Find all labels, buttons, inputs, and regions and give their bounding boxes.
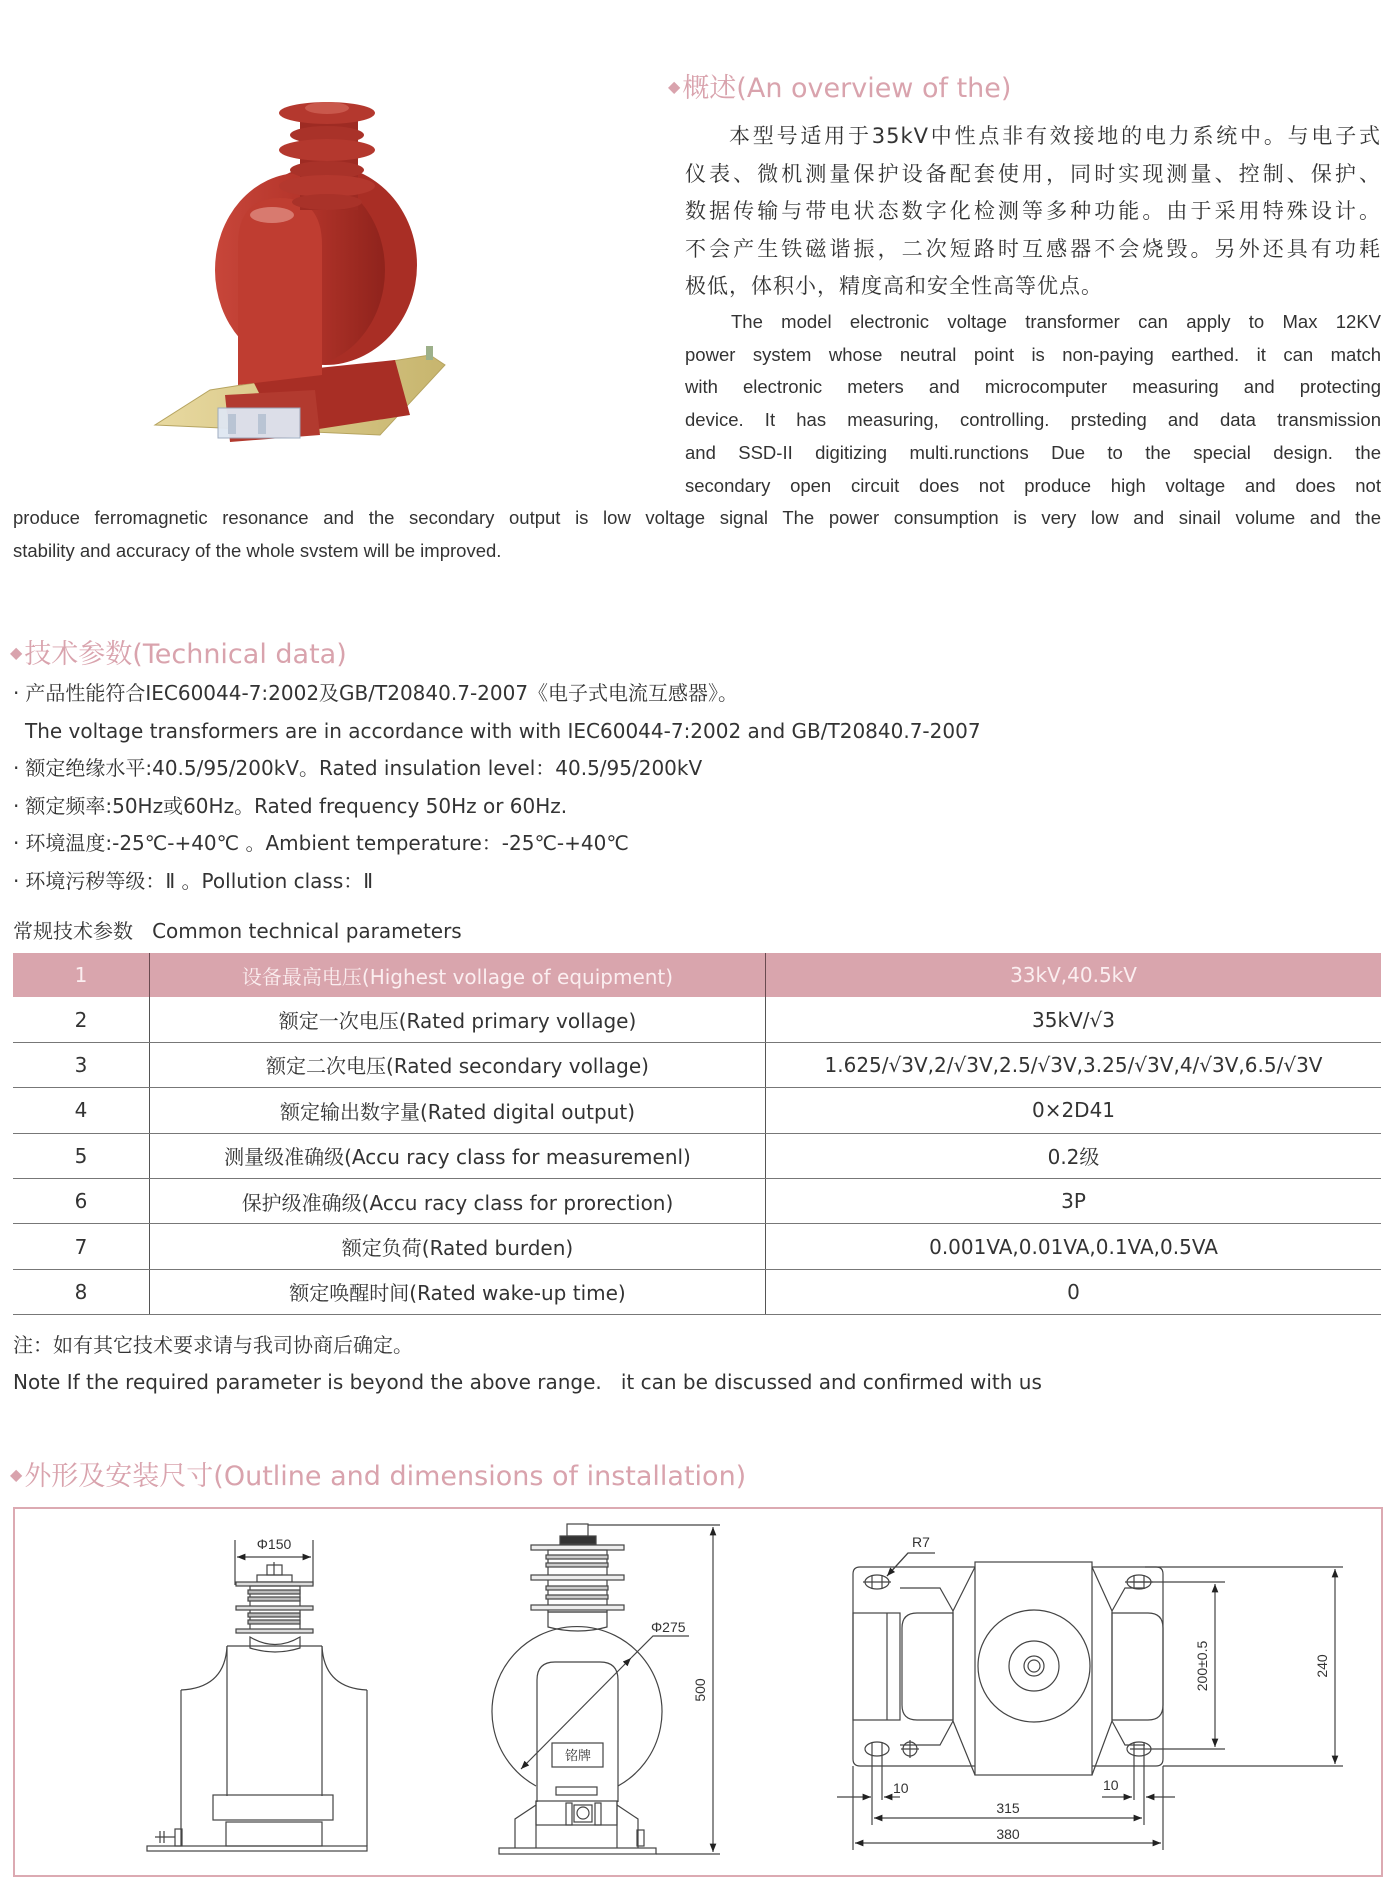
- bullet-dot-icon: ·: [13, 681, 20, 705]
- row-parameter: 额定二次电压(Rated secondary vollage): [150, 1042, 766, 1087]
- diamond-bullet-icon: ◆: [668, 77, 681, 96]
- diamond-bullet-icon: ◆: [10, 643, 23, 662]
- bullet-dot-icon: ·: [13, 869, 20, 893]
- note-cn: 注：如有其它技术要求请与我司协商后确定。: [13, 1333, 413, 1357]
- row-parameter: 测量级准确级(Accu racy class for measuremenl): [150, 1133, 766, 1178]
- note-en: Note If the required parameter is beyond the above range. it can be discussed and confirmed with us: [13, 1370, 1042, 1394]
- row-parameter: 额定一次电压(Rated primary vollage): [150, 997, 766, 1042]
- row-parameter: 保护级准确级(Accu racy class for prorection): [150, 1178, 766, 1223]
- row-parameter: 设备最高电压(Highest vollage of equipment): [150, 953, 766, 997]
- dim-10-right: 10: [1103, 1777, 1119, 1793]
- overview-cn-line: 极低，体积小，精度高和安全性高等优点。: [685, 274, 1103, 298]
- row-value: 33kV,40.5kV: [766, 953, 1382, 997]
- tech-bullet-text: 额定绝缘水平:40.5/95/200kV。Rated insulation level：40.5/95/200kV: [25, 756, 703, 780]
- row-number: 1: [13, 953, 150, 997]
- overview-title-text: 概述(An overview of the): [682, 73, 1012, 104]
- dim-240: 240: [1314, 1654, 1330, 1678]
- table-caption: 常规技术参数 Common technical parameters: [13, 919, 462, 943]
- row-number: 5: [13, 1133, 150, 1178]
- dim-315: 315: [996, 1800, 1020, 1816]
- tech-bullet-text: 额定频率:50Hz或60Hz。Rated frequency 50Hz or 60Hz.: [25, 794, 568, 818]
- overview-en-line: The model electronic voltage transformer can apply to Max 12KV: [731, 311, 1381, 332]
- overview-en-line: secondary open circuit does not produce high voltage and does not: [685, 474, 1381, 496]
- overview-cn-line: 不会产生铁磁谐振，二次短路时互感器不会烧毁。另外还具有功耗: [685, 236, 1381, 261]
- top-view-drawing: [837, 1553, 1343, 1850]
- row-number: 2: [13, 997, 150, 1042]
- technical-title-text: 技术参数(Technical data): [24, 639, 347, 670]
- overview-cn-line: 数据传输与带电状态数字化检测等多种功能。由于采用特殊设计。: [685, 199, 1381, 223]
- row-number: 8: [13, 1269, 150, 1314]
- side-view-drawing: [147, 1540, 367, 1851]
- row-value: 0×2D41: [766, 1088, 1382, 1133]
- bullet-dot-icon: ·: [13, 831, 20, 855]
- overview-en-line: produce ferromagnetic resonance and the secondary output is low voltage signal The power consumption is very low and sinail volume and the: [13, 507, 1381, 529]
- tech-bullet-text: 环境污秽等级：Ⅱ 。Pollution class：Ⅱ: [25, 869, 374, 893]
- dim-10-left: 10: [893, 1780, 909, 1796]
- front-view-drawing: [492, 1524, 720, 1854]
- row-number: 3: [13, 1042, 150, 1087]
- overview-en-line: device. It has measuring, controlling. prsteding and data transmission: [685, 409, 1381, 431]
- overview-en-line: and SSD-II digitizing multi.runctions Due to the special design. the: [685, 441, 1381, 463]
- row-number: 6: [13, 1178, 150, 1223]
- dim-200: 200±0.5: [1194, 1640, 1210, 1692]
- row-parameter: 额定唤醒时间(Rated wake-up time): [150, 1269, 766, 1314]
- tech-bullet-text: 环境温度:-25℃-+40℃ 。Ambient temperature：-25℃-+40℃: [25, 831, 629, 855]
- dim-phi150: Φ150: [256, 1536, 292, 1552]
- row-value: 35kV/√3: [766, 997, 1382, 1042]
- overview-cn-line: 仪表、微机测量保护设备配套使用，同时实现测量、控制、保护、: [685, 161, 1381, 186]
- dim-phi275: Φ275: [651, 1619, 686, 1635]
- nameplate-label: 铭牌: [564, 1749, 592, 1764]
- dim-500: 500: [692, 1678, 708, 1702]
- row-value: 0: [766, 1269, 1382, 1314]
- diamond-bullet-icon: ◆: [10, 1465, 23, 1484]
- dim-r7: R7: [912, 1534, 930, 1550]
- row-value: 0.001VA,0.01VA,0.1VA,0.5VA: [766, 1224, 1382, 1269]
- row-parameter: 额定输出数字量(Rated digital output): [150, 1088, 766, 1133]
- overview-cn-line: 本型号适用于35kV中性点非有效接地的电力系统中。与电子式: [729, 124, 1381, 148]
- row-parameter: 额定负荷(Rated burden): [150, 1224, 766, 1269]
- overview-en-line: stability and accuracy of the whole svstem will be improved.: [13, 539, 502, 561]
- bullet-dot-icon: ·: [13, 756, 20, 780]
- tech-bullet-text: The voltage transformers are in accordance with with IEC60044-7:2002 and GB/T20840.7-2007: [25, 719, 981, 743]
- bullet-dot-icon: ·: [13, 794, 20, 818]
- overview-en-line: power system whose neutral point is non-paying earthed. it can match: [685, 343, 1381, 365]
- outline-title-text: 外形及安装尺寸(Outline and dimensions of installation): [24, 1461, 747, 1492]
- tech-bullet-text: 产品性能符合IEC60044-7:2002及GB/T20840.7-2007《电子式电流互感器》。: [25, 681, 739, 705]
- row-number: 7: [13, 1224, 150, 1269]
- row-value: 1.625/√3V,2/√3V,2.5/√3V,3.25/√3V,4/√3V,6.5/√3V: [766, 1042, 1382, 1087]
- row-value: 0.2级: [766, 1133, 1382, 1178]
- row-number: 4: [13, 1088, 150, 1133]
- overview-en-line: with electronic meters and microcomputer measuring and protecting: [685, 376, 1381, 398]
- row-value: 3P: [766, 1178, 1382, 1223]
- dim-380: 380: [996, 1826, 1020, 1842]
